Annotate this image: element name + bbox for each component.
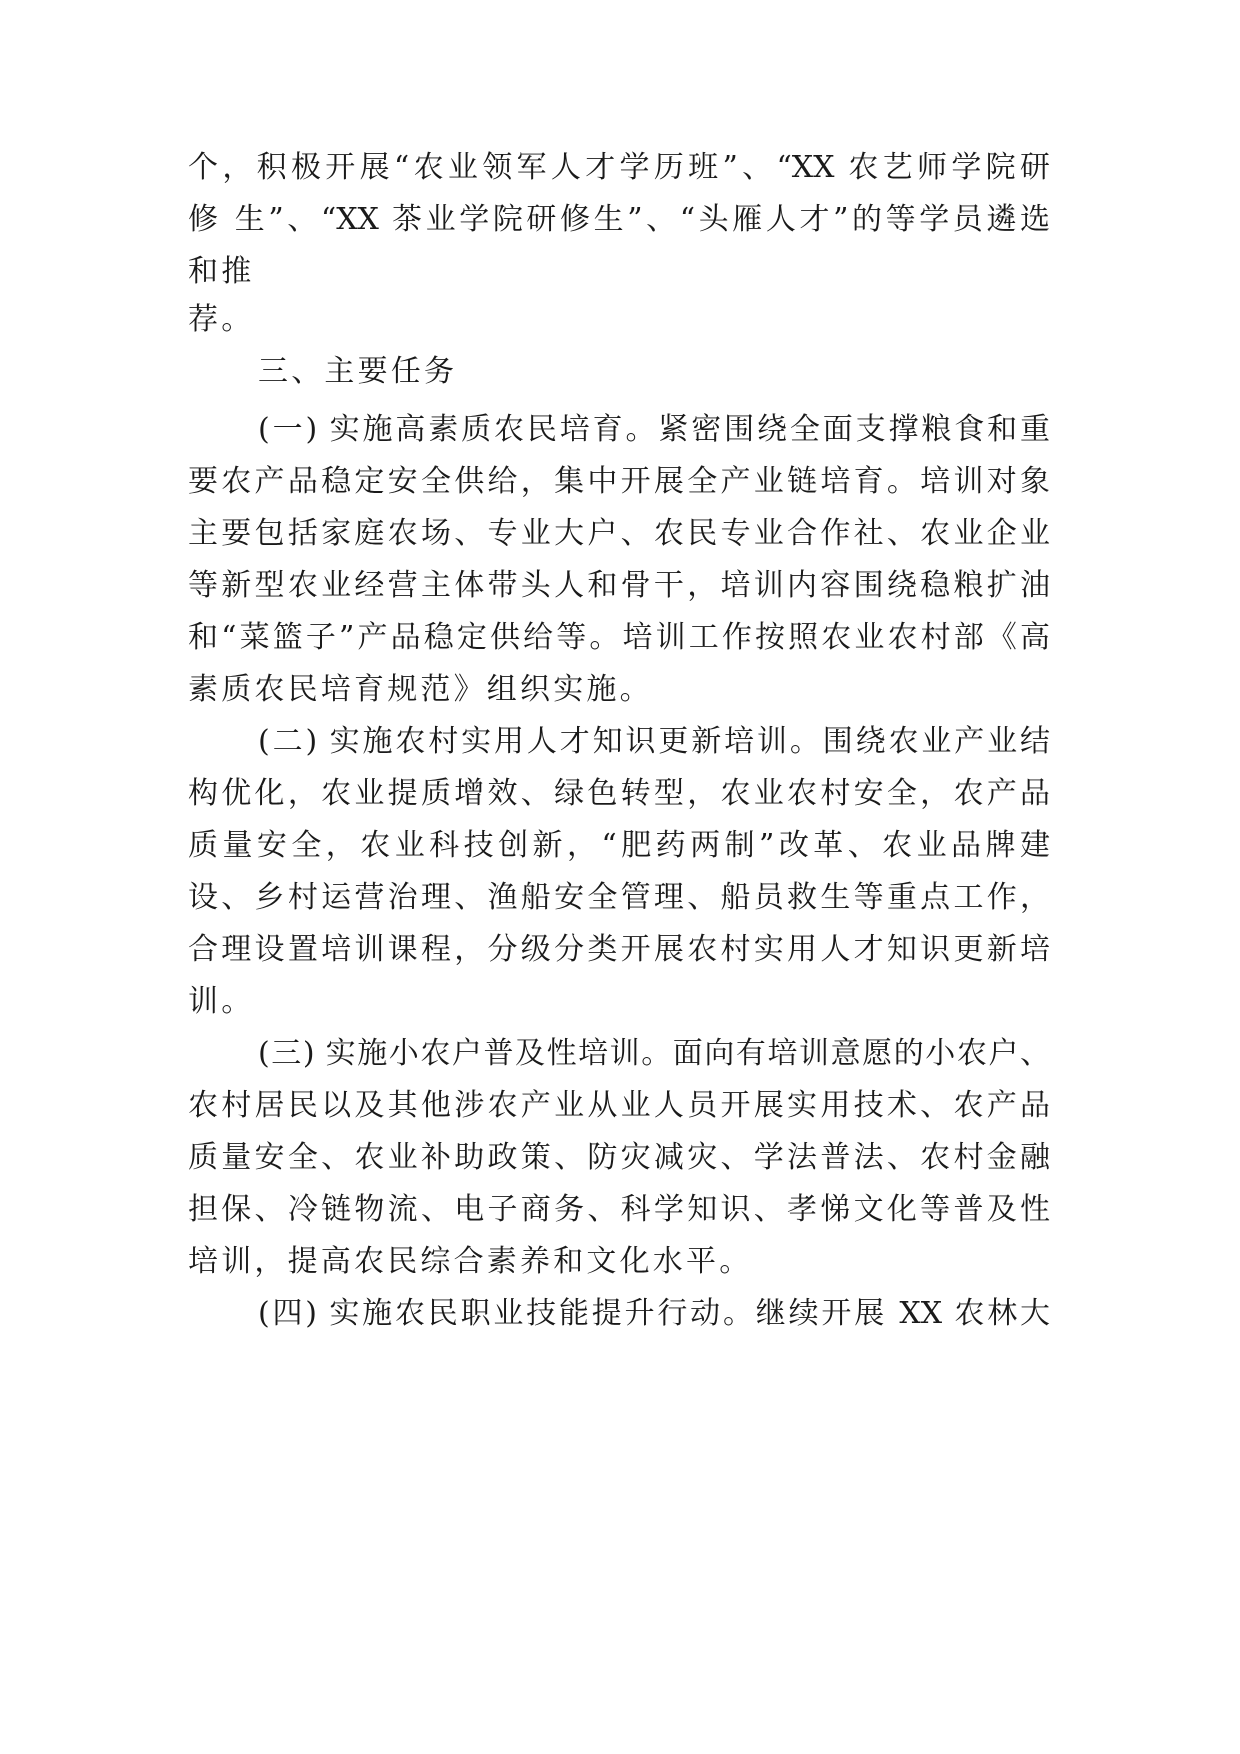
text-line: 要农产品稳定安全供给，集中开展全产业链培育。培训对象 <box>188 464 1050 499</box>
text-line: 担保、冷链物流、电子商务、科学知识、孝悌文化等普及性 <box>188 1192 1050 1227</box>
text-line: 修 生”、“XX 茶业学院研修生”、“头雁人才”的等学员遴选 <box>188 202 1050 237</box>
text-line: 素质农民培育规范》组织实施。 <box>188 672 653 707</box>
text-line: 个，积极开展“农业领军人才学历班”、“XX 农艺师学院研 <box>188 150 1050 185</box>
text-line: 和“菜篮子”产品稳定供给等。培训工作按照农业农村部《高 <box>188 620 1050 655</box>
text-line: 和推 <box>188 254 255 289</box>
text-line: 荐。 <box>188 302 255 337</box>
text-line: (二) 实施农村实用人才知识更新培训。围绕农业产业结 <box>258 724 1050 759</box>
text-line: (三) 实施小农户普及性培训。面向有培训意愿的小农户、 <box>258 1036 1050 1071</box>
text-line: 合理设置培训课程，分级分类开展农村实用人才知识更新培 <box>188 932 1050 967</box>
section-heading: 三、主要任务 <box>258 354 458 389</box>
text-line: 质量安全，农业科技创新，“肥药两制”改革、农业品牌建 <box>188 828 1050 863</box>
text-line: 构优化，农业提质增效、绿色转型，农业农村安全，农产品 <box>188 776 1050 811</box>
text-line: 设、乡村运营治理、渔船安全管理、船员救生等重点工作， <box>188 880 1050 915</box>
text-line: 主要包括家庭农场、专业大户、农民专业合作社、农业企业 <box>188 516 1050 551</box>
text-line: 训。 <box>188 984 255 1019</box>
text-line: 质量安全、农业补助政策、防灾减灾、学法普法、农村金融 <box>188 1140 1050 1175</box>
text-line: 农村居民以及其他涉农产业从业人员开展实用技术、农产品 <box>188 1088 1050 1123</box>
text-line: 等新型农业经营主体带头人和骨干，培训内容围绕稳粮扩油 <box>188 568 1050 603</box>
text-line: (四) 实施农民职业技能提升行动。继续开展 XX 农林大 <box>258 1296 1050 1331</box>
text-line: 培训，提高农民综合素养和文化水平。 <box>188 1244 753 1279</box>
text-line: (一) 实施高素质农民培育。紧密围绕全面支撑粮食和重 <box>258 412 1050 447</box>
